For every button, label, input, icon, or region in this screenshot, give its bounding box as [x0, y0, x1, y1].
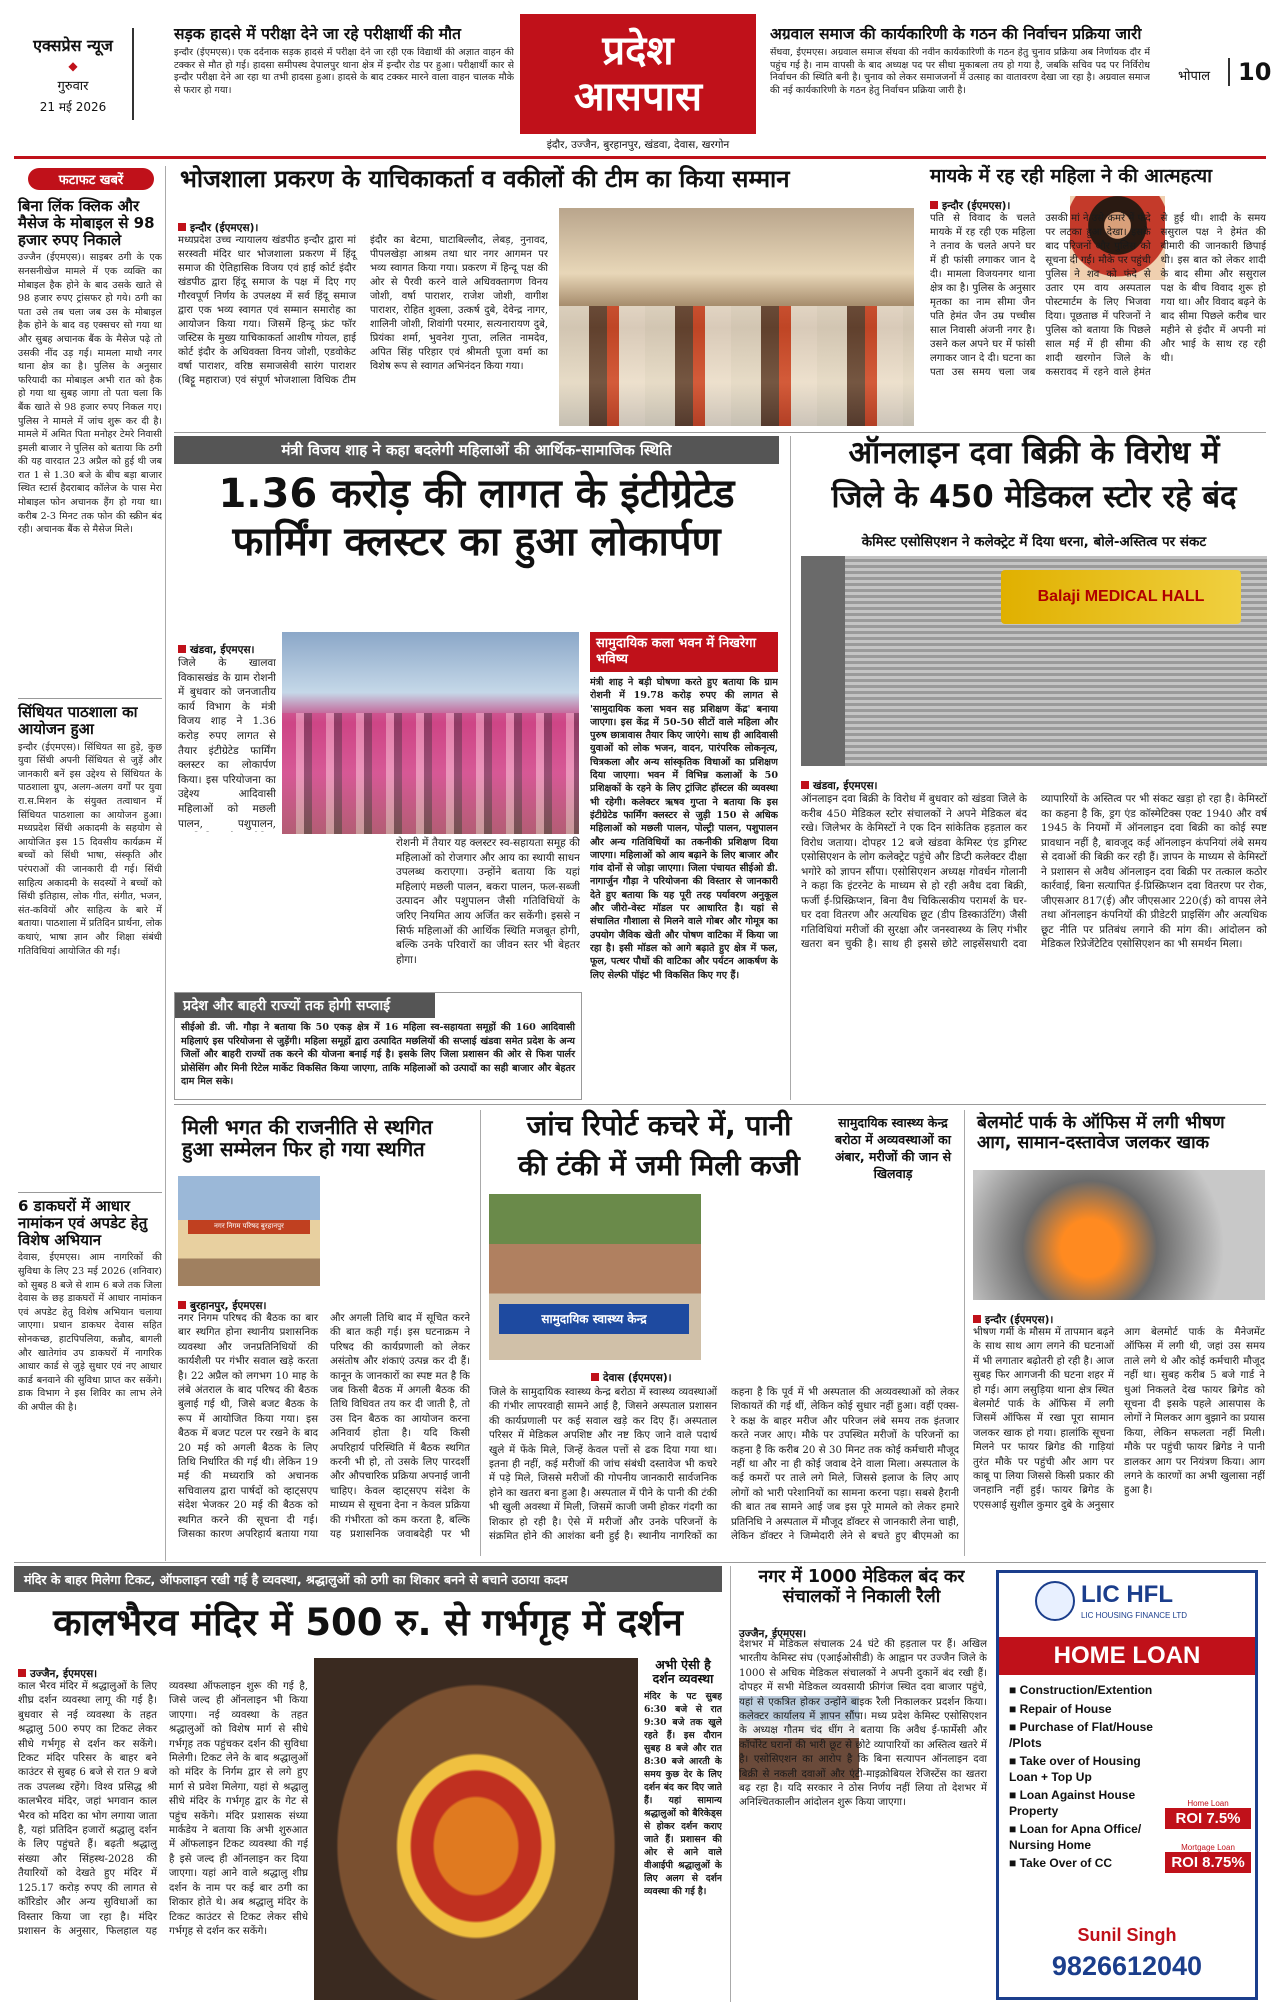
kalbhairav-body: काल भैरव मंदिर में श्रद्धालुओं के लिए शीघ्र दर्शन व्यवस्था लागू की गई है। बुधवार से नई व्यवस्था के तहत श्रद्धालु 500 रुपए का टिकट लेकर सीधे गर्भगृह से दर्शन कर सकेंगे। टिकट मंदिर परिसर के बाहर बने काउंटर से सुबह 6 बजे से रात 9 बजे तक उपलब्ध रहेंगे। विश्व प्रसिद्ध श्री कालभैरव मंदिर, जहां भगवान काल भैरव को मदिरा का भोग लगाया जाता है, यहां प्रतिदिन हजारों श्रद्धालु दर्शन के लिए पहुंचते हैं। बढ़ती श्रद्धालु संख्या और सिंहस्थ-2028 की तैयारियों को देखते हुए मंदिर में 125.17 करोड़ रुपए की लागत से कॉरिडोर और अन्य सुविधाओं का विस्तार किया जा रहा है। मंदिर प्रशासन के अनुसार, फिलहाल यह व्यवस्था ऑफलाइन शुरू की गई है, जिसे जल्द ही ऑनलाइन भी किया जाएगा। नई व्यवस्था के तहत श्रद्धालुओं को विशेष मार्ग से सीधे गर्भगृह तक पहुंचकर दर्शन की सुविधा मिलेगी। टिकट लेने के बाद श्रद्धालुओं को मंदिर के निर्गम द्वार से लगे हुए मार्ग से प्रवेश मिलेगा, यहां से श्रद्धालु सीधे मंदिर के गर्भगृह द्वार के गेट से पहुंच सकेंगे। मंदिर प्रशासक संध्या मार्कडेय ने बताया कि अभी शुरुआत में ऑफलाइन टिकट व्यवस्था की गई है इसे जल्द ही ऑनलाइन कर दिया जाएगा। यहां आने वाले श्रद्धालु शीघ्र दर्शन के नाम पर कई बार ठगी का शिकार होते थे। अब श्रद्धालु मंदिर के टिकट काउंटर से टिकट लेकर सीधे गर्भगृह से दर्शन कर सकेंगे।	[18, 1681, 308, 1937]
farming-kicker: मंत्री विजय शाह ने कहा बदलेगी महिलाओं की आर्थिक-सामाजिक स्थिति	[174, 436, 779, 464]
kalbhairav-dateline: उज्जैन, ईएमएस।	[18, 1662, 97, 1681]
health-centre-sign: सामुदायिक स्वास्थ्य केन्द्र	[499, 1304, 689, 1334]
ad-item: ■ Loan for Apna Office/ Nursing Home	[1009, 1822, 1142, 1852]
lic-brand: LIC HFL	[1081, 1581, 1173, 1608]
farming-supply-title: प्रदेश और बाहरी राज्यों तक होगी सप्लाई	[175, 993, 435, 1018]
suicide-dateline: इन्दौर (ईएमएस)।	[930, 194, 1010, 213]
kalbhairav-headline: कालभैरव मंदिर में 500 रु. से गर्भगृह में दर्शन	[53, 1601, 683, 1644]
brand-date: 21 मई 2026	[39, 100, 107, 114]
top-story-left	[174, 26, 514, 123]
medical-photo	[801, 556, 1267, 766]
janch-headline-1: जांच रिपोर्ट कचरे में, पानी	[526, 1109, 792, 1142]
row2-rule	[174, 1104, 1266, 1105]
bhojshala-body: मध्यप्रदेश उच्च न्यायालय खंडपीठ इन्दौर द्वारा मां सरस्वती मंदिर धार भोजशाला प्रकरण में हिंदू समाज की ऐतिहासिक विजय एवं हाई कोर्ट इंदौर खंडपीठ द्वारा हिंदू समाज के पक्ष में दिए गए गौरवपूर्ण निर्णय के उपलक्ष्य में सर्व हिंदू समाज द्वारा एक भव्य स्वागत एवं सम्मान समारोह का आयोजन किया गया। जिसमें हिन्दू फ्रंट फॉर जस्टिस के मुख्य याचिकाकर्ता आशीष गोयल, हाई कोर्ट इंदौर के अधिवक्ता विनय जोशी, एडवोकेट वर्षा पाराशर, वरिष्ठ समाजसेवी सारंग पाराशर (बिट्टू महाराज) एवं संपूर्ण भोजशाला विधिक टीम इंदौर का बेटमा, घाटाबिल्लौद, लेबड़, नुनावद, पीपलखेड़ा आश्रम तथा धार नगर आगमन पर भव्य स्वागत किया गया। प्रकरण में हिन्दू पक्ष की ओर से पैरवी करने वाले अधिवक्तागण विनय जोशी, वर्षा पाराशर, राजेश जोशी, वागीश पाराशर, रोहित शुक्ला, उत्कर्ष दुबे, देवेन्द्र नागर, शालिनी जोशी, शिवांगी परमार, सत्यनारायण दुबे, प्रियंका शर्मा, भुवनेश गुप्ता, ललित नामदेव, अपित सिंह परिहार एवं श्रीमती पूजा वर्मा का विशेष रूप से स्वागत अभिनंदन किया गया।	[178, 235, 548, 386]
kalbhairav-box	[644, 1658, 722, 2000]
kalbhairav-box-title-2: दर्शन व्यवस्था	[652, 1671, 714, 1686]
sidebar-story-2-body: इन्दौर (ईएमएस)। सिंधियत सा हुड़े, कुछ युवा सिंधी अपनी सिंधियत से जुड़ें और जानकारी बनें इस उद्देश्य से सिंधियत के पाठशाला ग्रुप, अलग-अलग वर्गों पर युवा रा.स.मिशन के संयुक्त तत्वाधान में सिंधियत पाठशाला का आयोजन हुआ। मध्यप्रदेश सिंधी अकादमी के सहयोग से आयोजित इस 15 दिवसीय कार्यक्रम में बच्चों को सिंधी भाषा, संस्कृति और परंपराओं की जानकारी दी गई। सिंधी साहित्य अकादमी के सदस्यों ने बच्चों को सिंधी इतिहास, लोक गीत, संगीत, भजन, संत-कवियों और साहित्य के बारे में बताया। पाठशाला में प्रतिदिन प्रार्थना, लोक कथाएं, भाषा ज्ञान और शिक्षा संबंधी गतिविधियां आयोजित की गईं।	[18, 741, 162, 957]
ad-item: ■ Construction/Extention	[1009, 1683, 1153, 1697]
sidebar-story-1-headline: बिना लिंक क्लिक और मैसेज के मोबाइल से 98 हजार रुपए निकाले	[18, 197, 155, 249]
sidebar-story-2	[18, 704, 162, 1175]
mili-photo	[178, 1176, 320, 1286]
sidebar-story-3	[18, 1198, 162, 1519]
janch-side-head: सामुदायिक स्वास्थ्य केन्द्र बरोठा में अव्यवस्थाओं का अंबार, मरीजों की जान से खिलवाड़	[834, 1115, 952, 1181]
brand-day: गुरुवार	[57, 79, 89, 94]
bhojshala-dateline: इन्दौर (ईएमएस)।	[178, 216, 258, 235]
fire-headline: बेलमोर्ट पार्क के ऑफिस में लगी भीषण आग, सामान-दस्तावेज जलकर खाक	[977, 1113, 1225, 1153]
dateline-marker-icon	[801, 781, 809, 789]
rally-body: देशभर में मेडिकल संचालक 24 घंटे की हड़ताल पर हैं। अखिल भारतीय केमिस्ट संघ (एआईओसीडी) के आह्वान पर उज्जैन जिले के 1000 से अधिक मेडिकल संचालकों ने अपनी दुकानें बंद रखी हैं। दोपहर में सभी मेडिकल व्यवसायी फ्रीगंज स्थित दवा बाजार पहुंचे, यहां से एकत्रित होकर उन्होंने बाइक रैली निकालकर प्रदर्शन किया। कलेक्टर कार्यालय में ज्ञापन सौंपा। मध्य प्रदेश केमिस्ट एसोसिएशन के अध्यक्ष गौतम चंद धींग ने बताया कि अवैध ई-फार्मेसी और कॉर्पोरेट घरानों की भारी छूट से छोटे व्यापारियों का अस्तित्व खतरे में है। एसोसिएशन का आरोप है कि बिना सत्यापन ऑनलाइन दवा बिक्री से नकली दवाओं और एंटी-माइक्रोबियल रेजिस्टेंस का खतरा बढ़ रहा है। यदि सरकार ने ठोस निर्णय नहीं लिया तो देशभर में अनिश्चितकालीन आंदोलन शुरू किया जाएगा।	[739, 1639, 987, 1809]
sidebar-story-1	[18, 198, 162, 699]
suicide-headline: मायके में रह रही महिला ने की आत्महत्या	[930, 165, 1213, 187]
sidebar-story-1-body: उज्जैन (ईएमएस)। साइबर ठगी के एक सनसनीखेज मामले में एक व्यक्ति का मोबाइल हैक होने के बाद उसके खाते से 98 हजार रुपए ट्रांसफर हो गये। ठगी का पता उसे तब चला जब उस के मोबाइल हैक होने के बाद वह एक्सचर सो गया था और सुबह अचानक बैंक के मैसेज पढ़े तो उसकी नींद उड़ गई। मामला माधौ नगर थाना क्षेत्र का है। पुलिस के अनुसार फरियादी का मोबाइल अभी रात को हैक हो गया था सुबह जागा तो पता चला कि बैंक खाते से 98 हजार रुपए निकल गए। पुलिस ने मामले में जांच शुरू कर दी है। मामले में अमित पिता मनोहर टेमरे निवासी इमली बाजार ने पुलिस को बताया कि ठगी की यह वारदात 23 अप्रैल को हुई थी जब रात 1 से 1.30 बजे के बीच बड़ा बाजार स्थित स्टार्स हैदराबाद कॉलेज के पास मेरा मोबाइल फोन अचानक हैंग हो गया था। करीब 2-3 मिनट तक फोन की स्क्रीन बंद रही। अचानक बैंक से मैसेज मिले।	[18, 252, 162, 536]
rally-story	[730, 1566, 986, 2002]
ad-title: HOME LOAN	[999, 1637, 1255, 1675]
ad-item: ■ Loan Against House Property	[1009, 1788, 1136, 1818]
farming-dateline: खंडवा, ईएमएस।	[178, 638, 255, 657]
suicide-story	[930, 166, 1266, 428]
kalbhairav-story	[14, 1566, 722, 2002]
janch-story	[480, 1110, 958, 1556]
ad-item-list	[1009, 1683, 1159, 1875]
dateline-marker-icon	[178, 1301, 186, 1309]
dateline-marker-icon	[178, 645, 186, 653]
fire-body: भीषण गर्मी के मौसम में तापमान बढ़ने के साथ साथ आग लगने की घटनाओं में भी लगातार बढ़ोतरी हो रही है। आज सुबह फिर आगजनी की घटना शहर में हो गई। आग लसुड़िया थाना क्षेत्र स्थित बेलमोर्ट पार्क के ऑफिस में लगी जिसमें ऑफिस में रखा पूरा सामान जलकर खाक हो गया। हालांकि सूचना मिलने पर फायर ब्रिगेड की गाड़ियां तुरंत मौके पर पहुंची और आग पर काबू पा लिया जिससे किसी प्रकार की जनहानि नहीं हुई। फायर ब्रिगेड के एएसआई सुशील कुमार दुबे के अनुसार आग बेलमोर्ट पार्क के मैनेजमेंट ऑफिस में लगी थी, जहां उस समय ताले लगे थे और कोई कर्मचारी मौजूद नहीं था। सुबह करीब 5 बजे गार्ड ने धुआं निकलते देख फायर ब्रिगेड को सूचना दी इसके पहले आसपास के लोगों ने मिलकर आग बुझाने का प्रयास किया, लेकिन सफलता नहीं मिली। मौके पर पहुंची फायर ब्रिगेड ने पानी डालकर आग पर नियंत्रण किया। आग लगने के कारणों का अभी खुलासा नहीं हुआ है।	[973, 1327, 1265, 1511]
fire-dateline: इन्दौर (ईएमएस)।	[973, 1308, 1053, 1327]
medical-story	[790, 436, 1266, 1100]
ad-item: ■ Take Over of CC	[1009, 1856, 1113, 1870]
top-story-right	[770, 26, 1150, 123]
bhojshala-story	[174, 166, 918, 428]
page-number: 10	[1228, 58, 1271, 86]
kalbhairav-kicker: मंदिर के बाहर मिलेगा टिकट, ऑफलाइन रखी गई है व्यवस्था, श्रद्धालुओं को ठगी का शिकार बनने से बचाने उठाया कदम	[14, 1566, 722, 1592]
farming-supply-box	[174, 992, 582, 1100]
top-story-right-headline: अग्रवाल समाज की कार्यकारिणी के गठन की निर्वाचन प्रक्रिया जारी	[770, 25, 1142, 43]
bhojshala-photo	[559, 208, 914, 426]
brand-box	[14, 28, 134, 120]
sidebar-header: फटाफट खबरें	[28, 168, 154, 190]
medical-body: ऑनलाइन दवा बिक्री के विरोध में बुधवार को खंडवा जिले के करीब 450 मेडिकल स्टोर संचालकों ने अपने मेडिकल बंद रखे। जिलेभर के केमिस्टों ने एक दिन सांकेतिक हड़ताल कर विरोध जताया। दोपहर 12 बजे खंडवा केमिस्ट एंड ड्रगिस्ट एसोसिएशन के लोग कलेक्ट्रेट पहुंचे और डिप्टी कलेक्टर दीक्षा भगोरे को ज्ञापन सौंपा। एसोसिएशन अध्यक्ष गोवर्धन गोलानी ने कहा कि इंटरनेट के माध्यम से हो रही अवैध दवा बिक्री, फर्जी ई-प्रिस्क्रिप्शन, बिना वैध चिकित्सकीय परामर्श के घर-घर दवा वितरण और अत्यधिक छूट (डीप डिस्काउंटिंग) जैसी गतिविधियां मरीजों की सुरक्षा और जनस्वास्थ्य के लिए गंभीर खतरा बन चुकी है। साथ ही इससे छोटे लाइसेंसधारी दवा व्यापारियों के अस्तित्व पर भी संकट खड़ा हो रहा है। केमिस्टों का कहना है कि, ड्रग एंड कॉस्मेटिक्स एक्ट 1940 और वर्ष 1945 के नियमों में ऑनलाइन दवा बिक्री का कोई स्पष्ट प्रावधान नहीं है, बावजूद कई ऑनलाइन कंपनियां लंबे समय से दवाओं की बिक्री कर रही हैं। ज्ञापन के माध्यम से केमिस्टों ने प्रशासन से अवैध ऑनलाइन दवा बिक्री पर तत्काल कठोर कार्रवाई, बिना सत्यापित ई-प्रिस्क्रिप्शन दवा वितरण पर रोक, जीएसआर 817(ई) और जीएसआर 220(ई) को वापस लेने तथा ऑनलाइन कंपनियों की प्रीडेटरी प्राइसिंग और अत्यधिक छूट नीति पर प्रतिबंध लगाने की मांग की। आंदोलन को मेडिकल रिप्रेजेंटेटिव एसोसिएशन का भी समर्थन मिला।	[801, 793, 1267, 950]
dateline-marker-icon	[930, 201, 938, 209]
farming-photo	[282, 632, 579, 834]
ad-item: ■ Take over of Housing Loan + Top Up	[1009, 1754, 1141, 1784]
mili-headline: मिली भगत की राजनीति से स्थगित हुआ सम्मेलन फिर हो गया स्थगित	[182, 1115, 433, 1162]
medical-headline-2: जिले के 450 मेडिकल स्टोर रहे बंद	[831, 479, 1237, 515]
farming-supply-body: सीईओ डी. जी. गौड़ा ने बताया कि 50 एकड़ क्षेत्र में 16 महिला स्व-सहायता समूहों की 160 आदिवासी महिलाएं इस परियोजना से जुड़ेंगी। महिला समूहों द्वारा उत्पादित मछलियों की सप्लाई खंडवा समेत प्रदेश के अन्य जिलों और बाहरी राज्यों तक करने की योजना बनाई गई है। इसके लिए जिला प्रशासन की ओर से फिश पार्लर प्रोसेसिंग और मिनी रिटेल मार्केट विकसित किया जाएगा, ताकि महिलाओं को उत्पादों का सही बाजार और बेहतर दाम मिल सके।	[181, 1022, 575, 1088]
sidebar-divider-1	[18, 698, 162, 699]
section-cities: इंदौर, उज्जैन, बुरहानपुर, खंडवा, देवास, खरगोन	[546, 139, 730, 151]
ad-rate-2: Mortgage Loan ROI 8.75%	[1165, 1843, 1251, 1873]
rally-headline: नगर में 1000 मेडिकल बंद कर संचालकों ने निकाली रैली	[758, 1567, 965, 1607]
farming-body-left: जिले के खालवा विकासखंड के ग्राम रोशनी में बुधवार को जनजातीय कार्य विभाग के मंत्री विजय शाह ने 1.36 करोड़ रुपए लागत से तैयार इंटीग्रेटेड फार्मिंग क्लस्टर का लोकार्पण किया। इस परियोजना का उद्देश्य आदिवासी महिलाओं को मछली पालन, पशुपालन,	[178, 657, 276, 830]
lic-logo	[1035, 1579, 1225, 1629]
photo-crowd-shapes	[559, 306, 914, 426]
shop-pillar	[801, 556, 845, 766]
ad-item: ■ Purchase of Flat/House /Plots	[1009, 1720, 1153, 1750]
shop-sign: Balaji MEDICAL HALL	[1001, 570, 1241, 624]
top-story-left-body: इन्दौर (ईएमएस)। एक दर्दनाक सड़क हादसे में परीक्षा देने जा रही एक विद्यार्थी की अज्ञात वाहन की टक्कर से मौत हो गई। हादसा समीपस्थ देपालपुर थाना क्षेत्र में इन्दौर रोड पर हुआ। परीक्षार्थी कार से इन्दौर परीक्षा देने आ रहा था तभी हादसा हुआ। हादसे के बाद टक्कर मारने वाला वाहन चालक मौके से फरार हो गया।	[174, 47, 514, 96]
masthead-rule	[14, 156, 1266, 159]
fire-photo	[973, 1170, 1265, 1300]
dateline-marker-icon	[178, 223, 186, 231]
mili-dateline: बुरहानपुर, ईएमएस।	[178, 1294, 266, 1313]
mili-story	[174, 1110, 474, 1556]
sidebar-story-3-headline: 6 डाकघरों में आधार नामांकन एवं अपडेट हेतु विशेष अभियान	[18, 1197, 148, 1249]
kalbhairav-photo	[314, 1658, 638, 2000]
photo-crowd-shapes	[282, 713, 579, 834]
sidebar-story-2-headline: सिंधियत पाठशाला का आयोजन हुआ	[18, 703, 138, 738]
medical-headline-1: ऑनलाइन दवा बिक्री के विरोध में	[848, 435, 1220, 471]
farming-side-box	[590, 632, 778, 1100]
sidebar	[14, 166, 166, 1561]
rally-dateline: उज्जैन, ईएमएस।	[739, 1628, 807, 1640]
farming-story	[174, 436, 779, 1100]
dateline-marker-icon	[18, 1669, 26, 1677]
fire-story	[964, 1110, 1266, 1556]
lic-brand-sub: LIC HOUSING FINANCE LTD	[1081, 1611, 1188, 1620]
sidebar-divider-2	[18, 1192, 162, 1193]
janch-dateline: देवास (ईएमएस)।	[591, 1366, 672, 1385]
suicide-body: पति से विवाद के चलते मायके में रह रही एक महिला ने तनाव के चलते अपने घर में ही फांसी लगाकर जान दे दी। मामला विजयनगर थाना क्षेत्र का है। पुलिस के अनुसार मृतका का नाम सीमा जैन पति हेमंत जैन उम्र पच्चीस साल निवासी अंजनी नगर है। उसने कल अपने घर में फांसी लगाकर जान दे दी। घटना का पता उस समय चला जब उसकी मां ने उसे कमरे में फंदे पर लटका हुआ देखा। इसके बाद परिजनों और पुलिस को सूचना दी गई। मौके पर पहुंची पुलिस ने शव को फंदे से उतार एम वाय अस्पताल पोस्टमार्टम के लिए भिजवा दिया। पूछताछ में परिजनों ने पुलिस को बताया कि पिछले साल मई में ही सीमा की शादी खरगोन जिले के कसरावद में रहने वाले हेमंत से हुई थी। शादी के समय ससुराल पक्ष ने हेमंत की बीमारी की जानकारी छिपाई थी। इस बात को लेकर शादी के बाद सीमा और ससुराल पक्ष के बीच विवाद शुरू हो गया था। और विवाद बढ़ने के बाद सीमा पिछले करीब चार महीने से इंदौर में अपनी मां और भाई के साथ रह रही थी।	[930, 213, 1266, 378]
masthead	[0, 0, 1279, 158]
brand-ornament: ◆	[68, 59, 78, 73]
section-title-1: प्रदेश	[602, 28, 674, 74]
row1-rule	[174, 432, 1266, 433]
farming-body-continued: रोशनी में तैयार यह क्लस्टर स्व-सहायता समूह की महिलाओं को रोजगार और आय का स्थायी साधन उपलब्ध कराएगा। उन्होंने बताया कि यहां महिलाएं मछली पालन, बकरा पालन, फल-सब्जी उत्पादन और पशुपालन जैसी गतिविधियों के जरिए नियमित आय अर्जित कर सकेंगी। इससे न सिर्फ महिलाओं की आर्थिक स्थिति मजबूत होगी, बल्कि उनके परिवारों का जीवन स्तर भी बेहतर होगा।	[396, 837, 580, 966]
farming-side-title: सामुदायिक कला भवन में निखरेगा भविष्य	[590, 632, 778, 672]
row3-rule	[14, 1562, 1266, 1563]
sidebar-story-3-body: देवास, ईएमएस। आम नागरिकों की सुविधा के लिए 23 मई 2026 (शनिवार) को सुबह 8 बजे से शाम 6 बजे तक जिला देवास के छह डाकघरों में आधार नामांकन एवं अपडेट हेतु विशेष अभियान चलाया जाएगा। प्रधान डाकघर देवास सहित सोनकच्छ, हाटपिपलिया, कन्नौद, बागली और खातेगांव उप डाकघरों में नागरिक आधार कार्ड से जुड़े सुधार एवं नए आधार कार्ड बनवाने की सुविधा प्राप्त कर सकेंगे। डाक विभाग ने इस शिविर का लाभ लेने की अपील की है।	[18, 1252, 162, 1413]
top-story-right-body: सेंधवा, ईएमएस। अग्रवाल समाज सेंधवा की नवीन कार्यकारिणी के गठन हेतु चुनाव प्रक्रिया अब निर्णायक दौर में पहुंच गई है। नाम वापसी के बाद अध्यक्ष पद पर सीधा मुकाबला तय हो गया है, जबकि सचिव पद पर निर्विरोध निर्वाचन की स्थिति बनी है। चुनाव को लेकर समाजजनों में उत्साह का वातावरण देखा जा रहा है। अग्रवाल समाज की नई कार्यकारिणी के गठन हेतु निर्वाचन प्रक्रिया जारी है।	[770, 47, 1150, 96]
mili-body: नगर निगम परिषद की बैठक का बार बार स्थगित होना स्थानीय प्रशासनिक व्यवस्था और जनप्रतिनिधियों की कार्यशैली पर गंभीर सवाल खड़े करता है। 22 अप्रैल को लगभग 10 माह के लंबे अंतराल के बाद परिषद की बैठक बुलाई गई थी, जिसे बजट बैठक के रूप में आयोजित किया गया। इस बैठक में बजट पटल पर रखने के बाद 20 मई को अगली बैठक के लिए तिथि निर्धारित की गई थी। लेकिन 19 मई की मध्यरात्रि को अचानक सचिवालय द्वारा पार्षदों को व्हाट्सएप संदेश भेजकर 20 मई की बैठक को स्थगित करने की सूचना दी गई। जिसका कारण अपरिहार्य बताया गया और अगली तिथि बाद में सूचित करने की बात कही गई। इस घटनाक्रम ने परिषद की कार्यप्रणाली को लेकर असंतोष और शंकाएं उत्पन्न कर दी हैं। कानून के जानकारों का स्पष्ट मत है कि जब किसी बैठक में अगली बैठक की तिथि विधिवत तय कर दी जाती है, तो उस दिन बैठक का आयोजन करना अनिवार्य होता है। यदि किसी अपरिहार्य परिस्थिति में बैठक स्थगित करनी भी हो, तो उसके लिए पारदर्शी और औपचारिक प्रक्रिया अपनाई जानी चाहिए। केवल व्हाट्सएप संदेश के माध्यम से सूचना देना न केवल प्रक्रिया की गंभीरता को कम करता है, बल्कि यह प्रशासनिक जवाबदेही पर भी	[178, 1313, 470, 1541]
janch-headline-2: की टंकी में जमी मिली कजी	[518, 1149, 800, 1182]
top-story-left-headline: सड़क हादसे में परीक्षा देने जा रहे परीक्षार्थी की मौत	[174, 25, 461, 43]
lic-ad[interactable]	[996, 1570, 1258, 2000]
house-icon	[1035, 1581, 1075, 1621]
brand-name: एक्सप्रेस न्यूज	[33, 36, 113, 55]
farming-side-body: मंत्री शाह ने बड़ी घोषणा करते हुए बताया कि ग्राम रोशनी में 19.78 करोड़ रुपए की लागत से 'सामुदायिक कला भवन सह प्रशिक्षण केंद्र' बनाया जाएगा। इस केंद्र में 50-50 सीटों वाले महिला और पुरुष छात्रावास तैयार किए जाएंगे। साथ ही आदिवासी युवाओं को लोक भजन, वादन, पारंपरिक लोकनृत्य, चित्रकला और अन्य सांस्कृतिक विधाओं का प्रशिक्षण दिया जाएगा। भवन में विभिन्न कलाओं के 50 प्रशिक्षकों के रहने के लिए ट्रांजिट हॉस्टल की व्यवस्था भी रहेगी। कलेक्टर ऋषव गुप्ता ने बताया कि इस इंटीग्रेटेड फार्मिंग क्लस्टर से जुड़ी 150 से अधिक महिलाओं को मछली पालन, पोल्ट्री पालन, पशुपालन और अन्य गतिविधियों का तकनीकी प्रशिक्षण दिया जाएगा। महिलाओं को आय बढ़ाने के लिए बाजार और गांव दोनों से जोड़ा जाएगा। जिला पंचायत सीईओ डी. नागार्जुन गौड़ा ने परियोजना की विस्तार से जानकारी देते हुए बताया कि यह पूरी तरह पर्यावरण अनुकूल और जीरो-वेस्ट मॉडल पर आधारित है। यहां से संचालित गौशाला से मिलने वाले गोबर और गोमूत्र का उपयोग जैविक खेती और पोषण वाटिका में किया जा रहा है। इसी मॉडल को आगे बढ़ाते हुए क्षेत्र में फल, फूल, पत्थर पौधों की वाटिका और पर्यटन आकर्षण के लिए सेल्फी पॉइंट भी विकसित किए गए हैं।	[590, 677, 778, 981]
ad-agent-name: Sunil Singh	[1077, 1925, 1177, 1945]
farming-headline-1: 1.36 करोड़ की लागत के इंटीग्रेटेड	[218, 471, 735, 517]
farming-headline-2: फार्मिंग क्लस्टर का हुआ लोकार्पण	[232, 519, 721, 565]
section-title-box	[520, 14, 756, 134]
kalbhairav-box-body: मंदिर के पट सुबह 6:30 बजे से रात 9:30 बजे तक खुले रहते हैं। इस दौरान सुबह 8 बजे और रात 8:30 बजे आरती के समय कुछ देर के लिए दर्शन बंद कर दिए जाते हैं। यहां सामान्य श्रद्धालुओं को बैरिकेड्स से होकर दर्शन कराए जाते हैं। प्रशासन की ओर से आने वाले वीआईपी श्रद्धालुओं के लिए अलग से दर्शन व्यवस्था की गई है।	[644, 1691, 722, 1897]
ad-item: ■ Repair of House	[1009, 1701, 1112, 1716]
section-title-2: आसपास	[573, 74, 703, 120]
city-label: भोपाल	[1178, 69, 1211, 84]
ad-rate-1: Home Loan ROI 7.5%	[1165, 1799, 1251, 1829]
dateline-marker-icon	[973, 1315, 981, 1323]
janch-body: जिले के सामुदायिक स्वास्थ्य केन्द्र बरोठा में स्वास्थ्य व्यवस्थाओं की गंभीर लापरवाही सामने आई है, जिसने अस्पताल प्रशासन की कार्यप्रणाली पर कई सवाल खड़े कर दिए हैं। अस्पताल परिसर में मेडिकल अपशिष्ट और नष्ट किए जाने वाले पदार्थ खुले में फेंके मिले, जिन्हें केवल पत्तों से ढक दिया गया था। इतना ही नहीं, कई मरीजों की जांच संबंधी दस्तावेज भी कचरे में पड़े मिले, जिससे मरीजों की गोपनीय जानकारी सार्वजनिक होने का खतरा बना हुआ है। अस्पताल में पीने के पानी की टंकी भी खुली अवस्था में मिली, जिसमें काजी जमी होकर गंदगी का शिकार हो रही है। ऐसे में मरीजों और उनके परिजनों के संक्रमित होने की आशंका बनी हुई है। स्थानीय नागरिकों का कहना है कि पूर्व में भी अस्पताल की अव्यवस्थाओं को लेकर शिकायतें की गई थीं, लेकिन कोई सुधार नहीं हुआ। वहीं एक्स-रे कक्ष के बाहर मरीज और परिजन लंबे समय तक इंतजार करते नजर आए। मौके पर उपस्थित मरीजों के परिजनों का कहना है कि करीब 20 से 30 मिनट तक कोई कर्मचारी मौजूद नहीं था और ना ही कोई जवाब देने वाला मिला। अस्पताल के कई कमरों पर ताले लगे मिले, जिससे इलाज के लिए आए लोगों को भारी परेशानियों का सामना करना पड़ा। सबसे हैरानी की बात तब सामने आई जब इस पूरे मामले को लेकर हमारे प्रतिनिधि ने अस्पताल में मौजूद डॉक्टर से जानकारी लेना चाही, लेकिन डॉक्टर ने जिम्मेदारी लेने से बचते हुए बीएमओ का	[489, 1387, 959, 1543]
kalbhairav-box-title-1: अभी ऐसी है	[655, 1657, 711, 1672]
medical-dateline: खंडवा, ईएमएस।	[801, 774, 878, 793]
medical-subhead: केमिस्ट एसोसिएशन ने कलेक्ट्रेट में दिया धरना, बोले-अस्तित्व पर संकट	[861, 534, 1207, 550]
bhojshala-headline: भोजशाला प्रकरण के याचिकाकर्ता व वकीलों की टीम का किया सम्मान	[180, 165, 790, 193]
building-sign: नगर निगम परिषद बुरहानपुर	[188, 1220, 310, 1234]
ad-phone[interactable]: 9826612040	[1051, 1951, 1203, 1981]
